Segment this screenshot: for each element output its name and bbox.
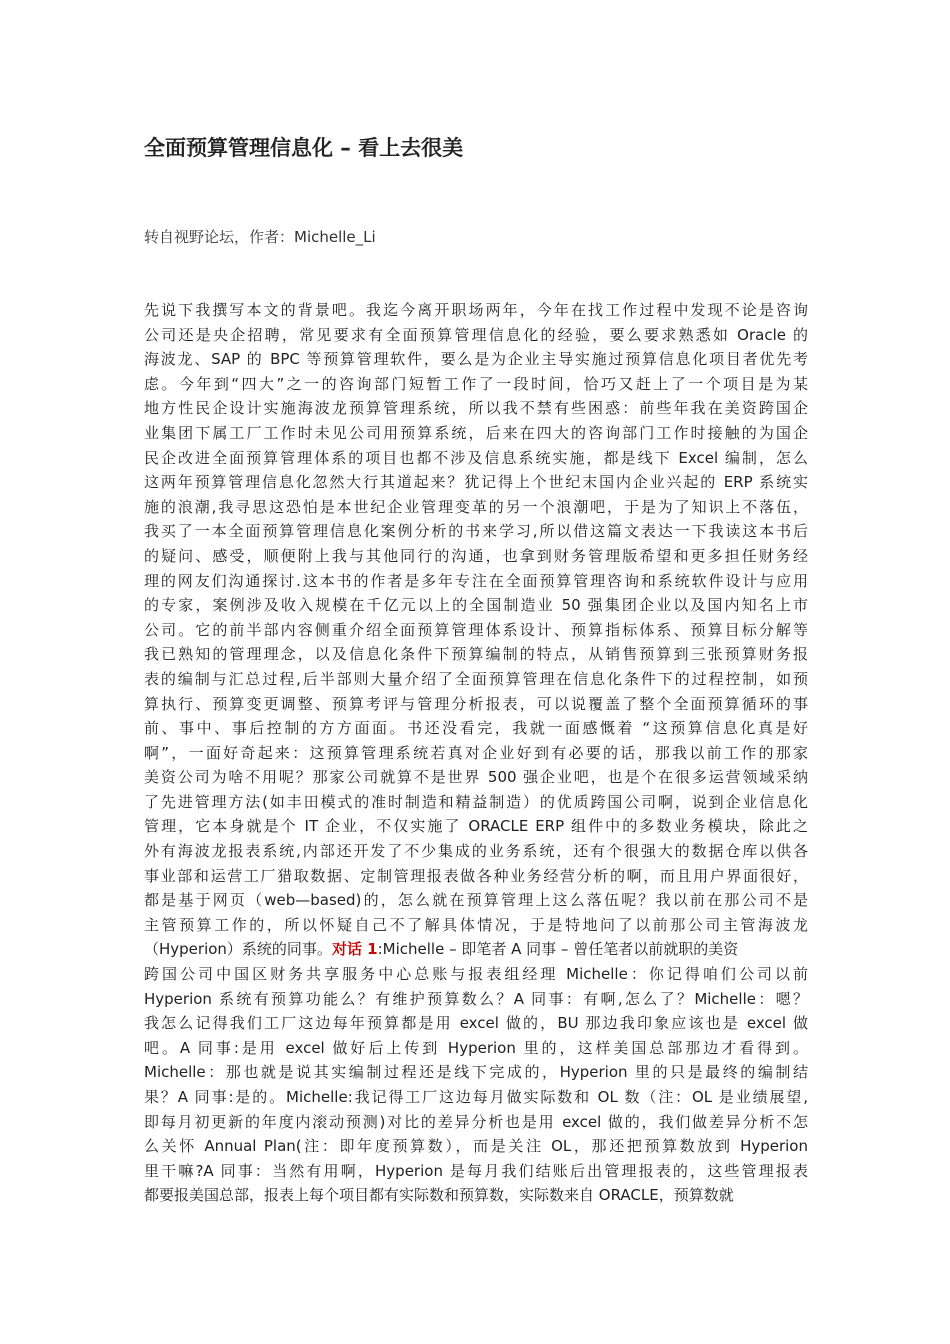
body-line: 事业部和运营工厂猎取数据、定制管理报表做各种业务经营分析的啊，而且用户界面很好， — [144, 866, 808, 885]
body-line: 我买了一本全面预算管理信息化案例分析的书来学习,所以借这篇文表达一下我读这本书后 — [144, 522, 808, 541]
body-line — [144, 937, 808, 962]
body-line: 地方性民企设计实施海波龙预算管理系统，所以我不禁有些困惑：前些年我在美资跨国企 — [144, 399, 808, 418]
body-line: 里干嘛?A 同事：当然有用啊，Hyperion 是每月我们结账后出管理报表的，这些管理报表 — [144, 1161, 808, 1180]
body-line: 理的网友们沟通探讨.这本书的作者是多年专注在全面预算管理咨询和系统软件设计与应用 — [144, 571, 808, 590]
body-line: 公司还是央企招聘，常见要求有全面预算管理信息化的经验，要么要求熟悉如 Oracle 的 — [144, 325, 808, 344]
body-line: 施的浪潮,我寻思这恐怕是本世纪企业管理变革的另一个浪潮吧，于是为了知识上不落伍， — [144, 497, 808, 516]
document-title: 全面预算管理信息化 – 看上去很美 — [144, 136, 464, 160]
body-line: 业集团下属工厂工作时未见公司用预算系统，后来在四大的咨询部门工作时接触的为国企 — [144, 423, 808, 442]
body-line: 我已熟知的管理理念，以及信息化条件下预算编制的特点，从销售预算到三张预算财务报 — [144, 645, 808, 664]
body-line: 跨国公司中国区财务共享服务中心总账与报表组经理 Michelle：你记得咱们公司以前 — [144, 965, 808, 984]
body-line: 么关怀 Annual Plan(注：即年度预算数），而是关注 OL，那还把预算数放到 Hyperion — [144, 1137, 808, 1156]
body-line: 了先进管理方法(如丰田模式的准时制造和精益制造）的优质跨国公司啊，说到企业信息化 — [144, 792, 808, 811]
body-line: 外有海波龙报表系统,内部还开发了不少集成的业务系统，还有个很强大的数据仓库以供各 — [144, 842, 808, 861]
source-line: 转自视野论坛，作者：Michelle_Li — [144, 228, 376, 246]
body-line: Hyperion 系统有预算功能么？有维护预算数么？A 同事：有啊,怎么了？Michelle：嗯？ — [144, 989, 808, 1008]
body-line: Michelle：那也就是说其实编制过程还是线下完成的，Hyperion 里的只是最终的编制结 — [144, 1063, 808, 1082]
body-line-text: （Hyperion）系统的同事。 — [144, 940, 332, 959]
document-body — [144, 298, 808, 1208]
body-line: 这两年预算管理信息化忽然大行其道起来？犹记得上个世纪末国内企业兴起的 ERP 系统实 — [144, 473, 808, 492]
body-line: 管理，它本身就是个 IT 企业，不仅实施了 ORACLE ERP 组件中的多数业务模块，除此之 — [144, 817, 808, 836]
body-line: 公司。它的前半部内容侧重介绍全面预算管理体系设计、预算指标体系、预算目标分解等 — [144, 620, 808, 639]
body-line: 先说下我撰写本文的背景吧。我迄今离开职场两年，今年在找工作过程中发现不论是咨询 — [144, 301, 808, 319]
body-line: 吧。A 同事:是用 excel 做好后上传到 Hyperion 里的，这样美国总部那边才看得到。 — [144, 1038, 808, 1057]
body-line: 主管预算工作的，所以怀疑自己不了解具体情况，于是特地问了以前那公司主管海波龙 — [144, 915, 808, 934]
body-line: 即每月初更新的年度内滚动预测)对比的差异分析也是用 excel 做的，我们做差异分析不怎 — [144, 1112, 808, 1131]
body-line: 算执行、预算变更调整、预算考评与管理分析报表，可以说覆盖了整个全面预算循环的事 — [144, 694, 808, 713]
body-line: 果？A 同事:是的。Michelle:我记得工厂这边每月做实际数和 OL 数（注：OL 是业绩展望, — [144, 1088, 808, 1106]
body-line-text: :Michelle – 即笔者 A 同事 – 曾任笔者以前就职的美资 — [377, 940, 739, 959]
body-line: 都要报美国总部，报表上每个项目都有实际数和预算数，实际数来自 ORACLE，预算数就 — [144, 1186, 734, 1205]
body-line: 前、事中、事后控制的方方面面。书还没看完，我就一面感慨着 “这预算信息化真是好 — [144, 719, 808, 738]
body-line: 表的编制与汇总过程,后半部则大量介绍了全面预算管理在信息化条件下的过程控制，如预 — [144, 669, 808, 688]
body-line: 的专家，案例涉及收入规模在千亿元以上的全国制造业 50 强集团企业以及国内知名上市 — [144, 596, 808, 615]
body-line: 都是基于网页（web—based)的，怎么就在预算管理上这么落伍呢？我以前在那公司不是 — [144, 891, 808, 910]
body-line: 啊”，一面好奇起来：这预算管理系统若真对企业好到有必要的话，那我以前工作的那家 — [144, 743, 808, 762]
body-line: 民企改进全面预算管理体系的项目也都不涉及信息系统实施，都是线下 Excel 编制，怎么 — [144, 448, 808, 467]
body-line: 我怎么记得我们工厂这边每年预算都是用 excel 做的，BU 那边我印象应该也是 excel 做 — [144, 1014, 808, 1033]
body-line: 海波龙、SAP 的 BPC 等预算管理软件，要么是为企业主导实施过预算信息化项目者优先考 — [144, 350, 808, 369]
body-line: 虑。今年到“四大”之一的咨询部门短暂工作了一段时间，恰巧又赶上了一个项目是为某 — [144, 374, 808, 393]
body-line: 美资公司为啥不用呢？那家公司就算不是世界 500 强企业吧，也是个在很多运营领域采纳 — [144, 768, 808, 787]
dialog-label: 对话 1 — [331, 940, 378, 959]
body-line: 的疑问、感受，顺便附上我与其他同行的沟通，也拿到财务管理版希望和更多担任财务经 — [144, 546, 808, 565]
